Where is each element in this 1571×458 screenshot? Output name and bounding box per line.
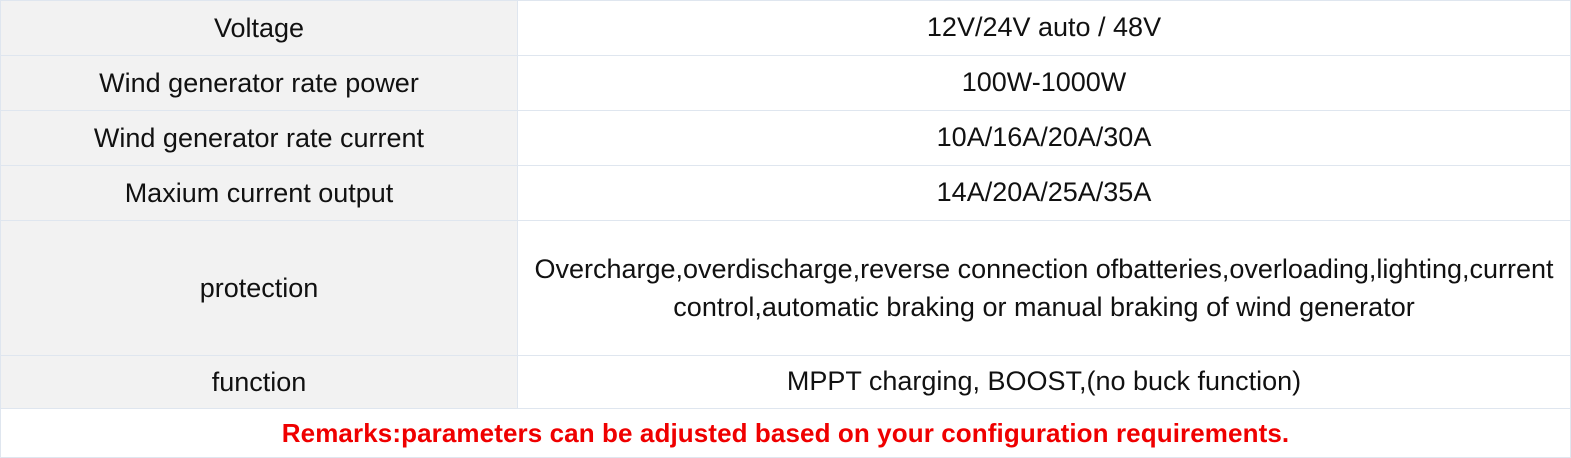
- row-value-wind-generator-rate-power: 100W-1000W: [518, 56, 1571, 111]
- table-row: [1, 166, 1571, 221]
- row-value-maxium-current-output: 14A/20A/25A/35A: [518, 166, 1571, 221]
- row-label-function: function: [1, 356, 518, 409]
- row-label-protection: protection: [1, 221, 518, 356]
- table-row: [1, 1, 1571, 56]
- table-row: [1, 356, 1571, 409]
- row-label-wind-generator-rate-power: Wind generator rate power: [1, 56, 518, 111]
- row-value-protection: Overcharge,overdischarge,reverse connection ofbatteries,overloading,lighting,current control,automatic braking or manual braking of wind generator: [518, 221, 1571, 356]
- remarks-text: Remarks:parameters can be adjusted based on your configuration requirements.: [281, 417, 1290, 448]
- row-label-voltage: Voltage: [1, 1, 518, 56]
- row-label-maxium-current-output: Maxium current output: [1, 166, 518, 221]
- row-value-function: MPPT charging, BOOST,(no buck function): [518, 356, 1571, 409]
- row-value-wind-generator-rate-current: 10A/16A/20A/30A: [518, 111, 1571, 166]
- row-label-wind-generator-rate-current: Wind generator rate current: [1, 111, 518, 166]
- table-row: [1, 56, 1571, 111]
- table-row: [1, 221, 1571, 356]
- remarks-cell: [1, 409, 1571, 458]
- table-row: [1, 111, 1571, 166]
- row-value-voltage: 12V/24V auto / 48V: [518, 1, 1571, 56]
- remarks-row: [1, 409, 1571, 458]
